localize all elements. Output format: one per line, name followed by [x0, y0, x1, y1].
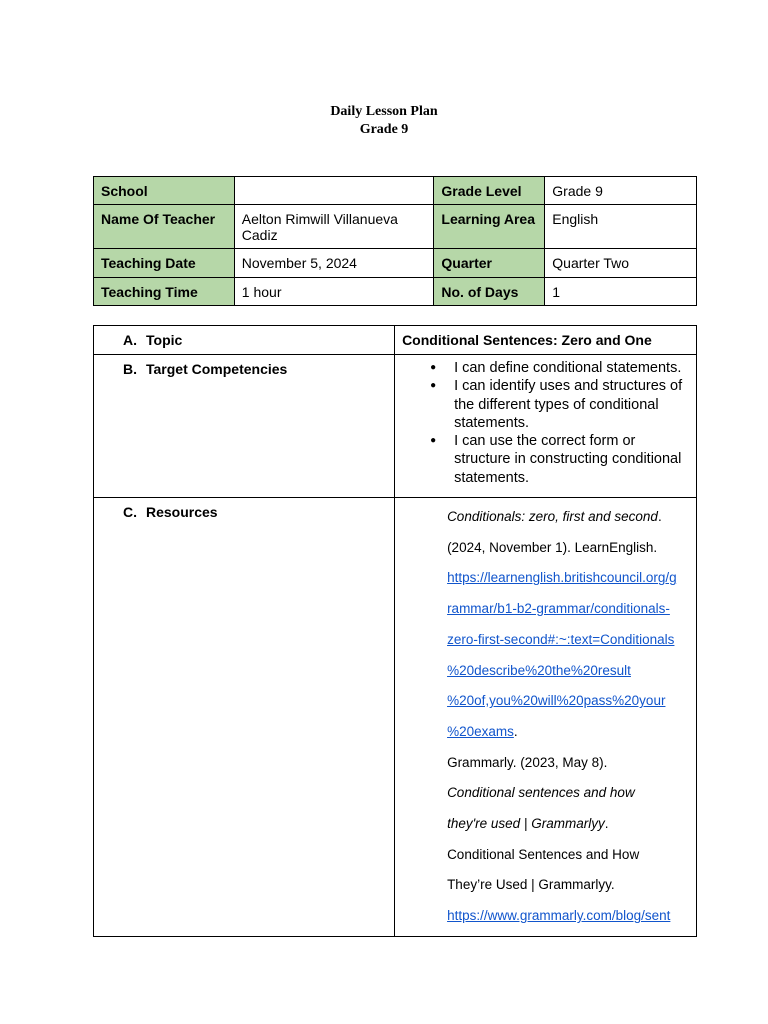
teacher-value: Aelton Rimwill Villanueva Cadiz: [234, 205, 434, 249]
resources-label: Resources: [146, 504, 218, 520]
learning-area-label: Learning Area: [434, 205, 545, 249]
resource-link-1-line: [447, 594, 689, 625]
resource-link-1[interactable]: rammar/b1-b2-grammar/conditionals-: [447, 601, 670, 617]
teaching-date-label: Teaching Date: [94, 249, 235, 278]
competencies-cell: [395, 355, 697, 498]
document-subtitle: Grade 9: [359, 122, 409, 137]
competencies-label: Target Competencies: [146, 361, 288, 377]
teacher-label: Name Of Teacher: [94, 205, 235, 249]
resource-link-1-line: [447, 656, 689, 687]
topic-row: [94, 326, 697, 355]
document-title-block: [0, 103, 768, 139]
table-row: [94, 278, 697, 306]
table-row: [94, 177, 697, 205]
resource-link-1-line: [447, 686, 689, 717]
resource-line: Grammarly. (2023, May 8).: [447, 754, 608, 770]
topic-label: Topic: [146, 332, 183, 348]
teaching-time-value: 1 hour: [234, 278, 434, 306]
teaching-date-value: November 5, 2024: [234, 249, 434, 278]
days-label: No. of Days: [434, 278, 545, 306]
resource-line: They’re Used | Grammarlyy.: [447, 877, 615, 893]
grade-level-value: Grade 9: [545, 177, 697, 205]
list-item: ● I can identify uses and structures of the different types of conditional statements.: [454, 377, 689, 432]
lesson-info-table: [93, 176, 697, 306]
competencies-label-cell: [94, 355, 395, 498]
quarter-value: Quarter Two: [545, 249, 697, 278]
school-label: School: [94, 177, 235, 205]
resource-line: [447, 809, 689, 840]
resources-label-cell: [94, 498, 395, 937]
competencies-list: [402, 359, 689, 487]
resource-line: Conditional Sentences and How: [447, 846, 640, 862]
resource-link-2[interactable]: https://www.grammarly.com/blog/sent: [447, 908, 671, 924]
topic-letter: A.: [123, 332, 137, 348]
list-item: ● I can use the correct form or structure in constructing conditional statements.: [454, 432, 689, 487]
resource-link-1-line: [447, 717, 689, 748]
table-row: [94, 249, 697, 278]
resource-link-1[interactable]: %20exams: [447, 723, 514, 739]
grade-level-label: Grade Level: [434, 177, 545, 205]
resources-cell: [395, 498, 697, 937]
resource-link-1-line: [447, 625, 689, 656]
resource-title-2-end: .: [604, 816, 609, 832]
resource-link-1-end: .: [513, 723, 518, 739]
resource-line: [447, 502, 689, 533]
quarter-label: Quarter: [434, 249, 545, 278]
list-item: ● I can define conditional statements.: [454, 359, 689, 377]
days-value: 1: [545, 278, 697, 306]
school-value: [234, 177, 434, 205]
topic-label-cell: [94, 326, 395, 355]
resources-letter: C.: [123, 504, 137, 520]
resource-link-1-line: [447, 563, 689, 594]
resource-title-2: they're used | Grammarlyy: [447, 816, 605, 832]
resource-line: (2024, November 1). LearnEnglish.: [447, 539, 658, 555]
resource-line: Conditional sentences and how: [447, 785, 635, 801]
competencies-letter: B.: [123, 361, 137, 377]
learning-area-value: English: [545, 205, 697, 249]
lesson-plan-table: [93, 325, 697, 937]
table-row: [94, 205, 697, 249]
resource-title-1-end: .: [657, 509, 662, 524]
competencies-row: [94, 355, 697, 498]
teaching-time-label: Teaching Time: [94, 278, 235, 306]
resource-link-1[interactable]: %20describe%20the%20result: [447, 662, 631, 678]
resources-row: [94, 498, 697, 937]
resource-link-2-line: [447, 901, 689, 932]
resource-title-1: Conditionals: zero, first and second: [447, 509, 658, 524]
resource-link-1[interactable]: zero-first-second#:~:text=Conditionals: [447, 631, 675, 647]
topic-value: Conditional Sentences: Zero and One: [395, 326, 697, 355]
resource-link-1[interactable]: https://learnenglish.britishcouncil.org/g: [447, 570, 677, 586]
resource-link-1[interactable]: %20of,you%20will%20pass%20your: [447, 693, 666, 709]
document-title: Daily Lesson Plan: [330, 104, 438, 119]
